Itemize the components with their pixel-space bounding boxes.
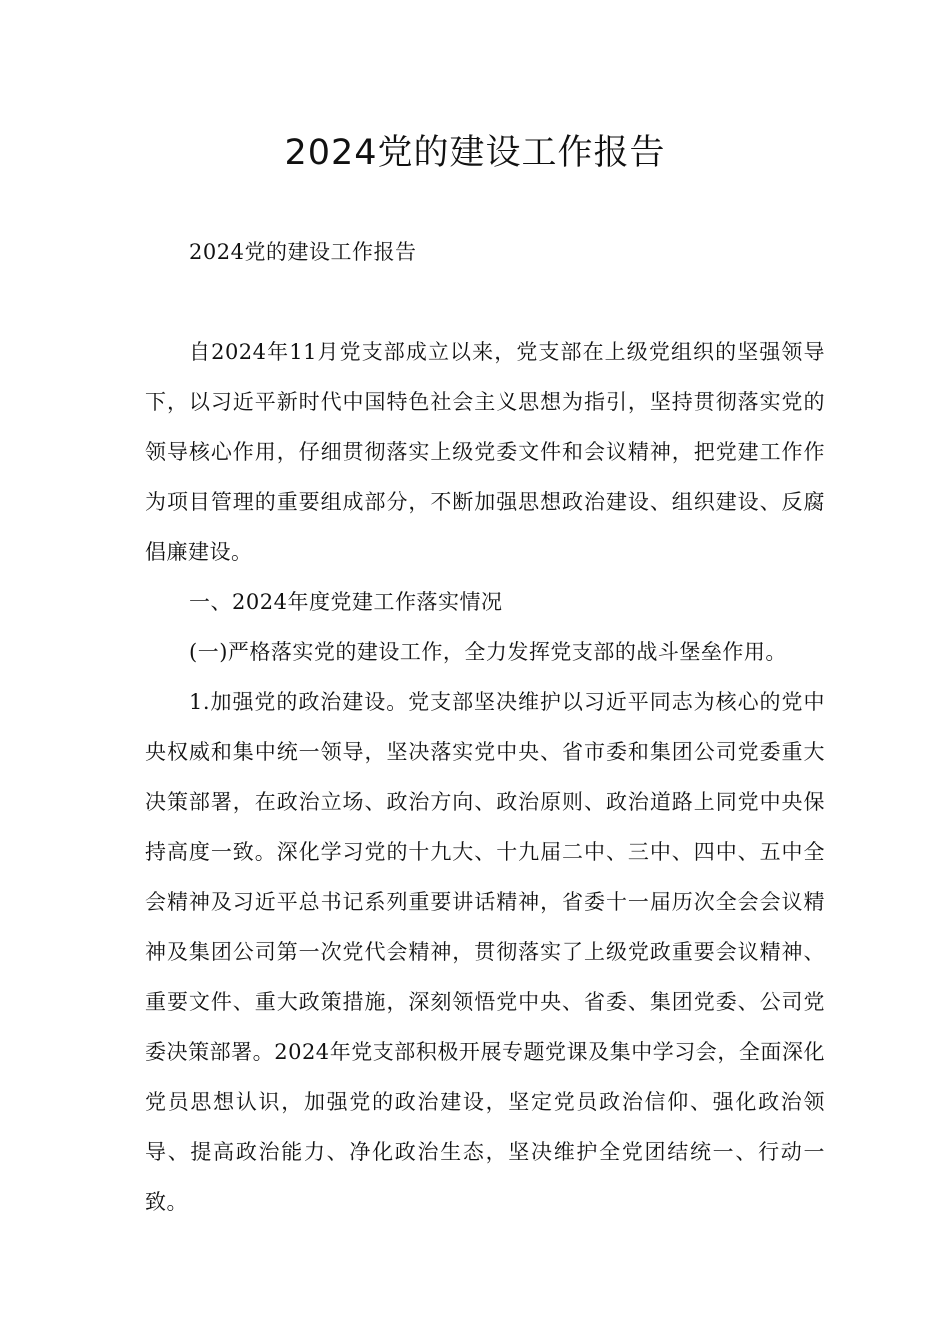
intro-paragraph: 自2024年11月党支部成立以来，党支部在上级党组织的坚强领导下，以习近平新时代中国特色社会主义思想为指引，坚持贯彻落实党的领导核心作用，仔细贯彻落实上级党委文件和会议精神，把党建工作作为项目管理的重要组成部分，不断加强思想政治建设、组织建设、反腐倡廉建设。: [145, 340, 825, 564]
document-body: [145, 227, 825, 1227]
document-title: 2024党的建设工作报告: [284, 133, 666, 173]
document-subtitle: 2024党的建设工作报告: [189, 240, 417, 264]
body-paragraph: 1.加强党的政治建设。党支部坚决维护以习近平同志为核心的党中央权威和集中统一领导，坚决落实党中央、省市委和集团公司党委重大决策部署，在政治立场、政治方向、政治原则、政治道路上同党中央保持高度一致。深化学习党的十九大、十九届二中、三中、四中、五中全会精神及习近平总书记系列重要讲话精神，省委十一届历次全会会议精神及集团公司第一次党代会精神，贯彻落实了上级党政重要会议精神、重要文件、重大政策措施，深刻领悟党中央、省委、集团党委、公司党委决策部署。2024年党支部积极开展专题党课及集中学习会，全面深化党员思想认识，加强党的政治建设，坚定党员政治信仰、强化政治领导、提高政治能力、净化政治生态，坚决维护全党团结统一、行动一致。: [145, 690, 825, 1214]
subsection-heading: (一)严格落实党的建设工作，全力发挥党支部的战斗堡垒作用。: [189, 640, 787, 664]
section-heading: 一、2024年度党建工作落实情况: [189, 590, 503, 614]
